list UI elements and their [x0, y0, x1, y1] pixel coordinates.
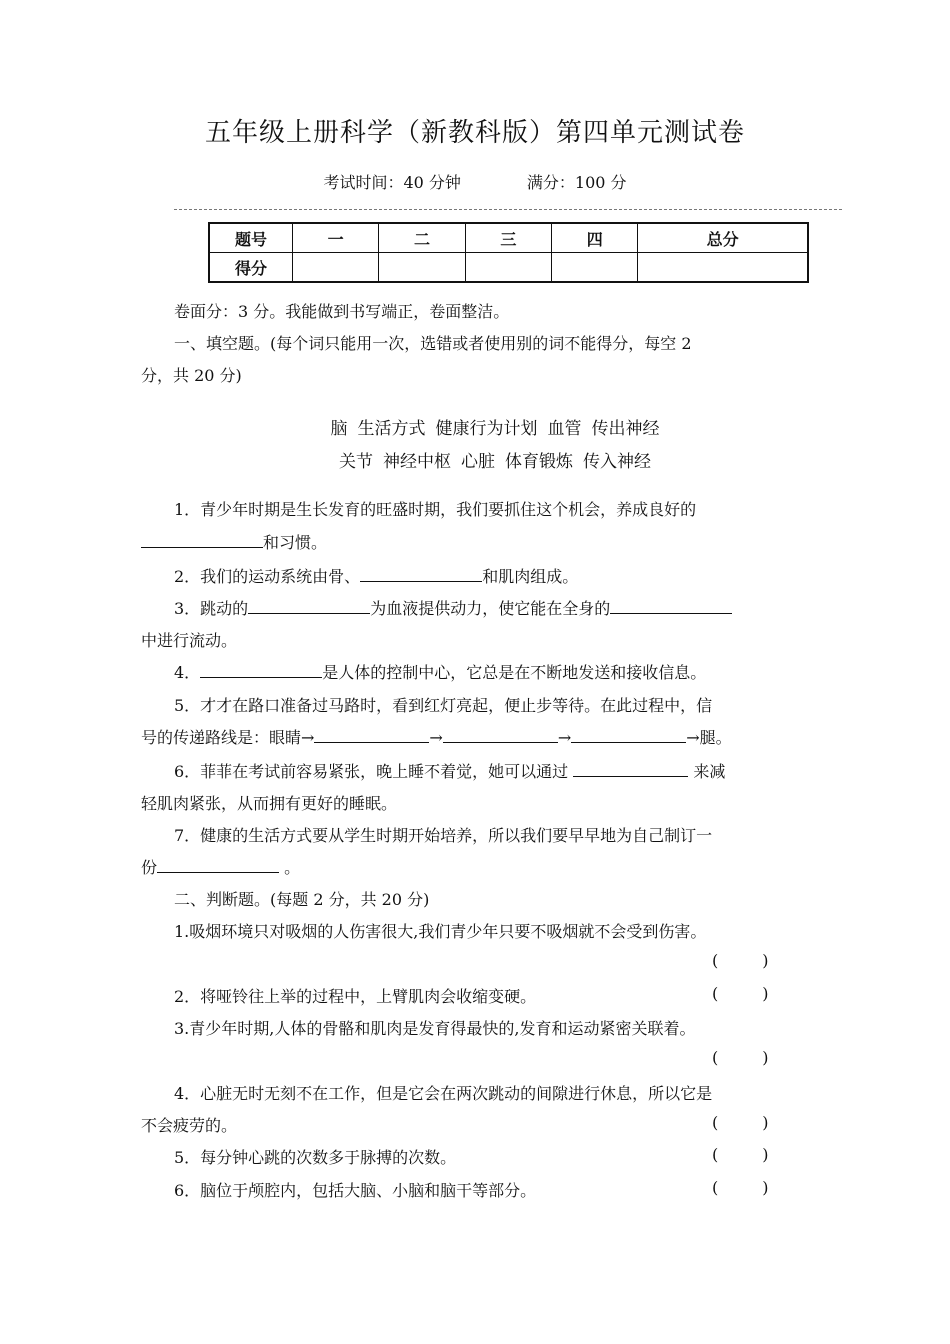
fill-question-6-cont: 轻肌肉紧张，从而拥有更好的睡眠。: [141, 794, 398, 813]
fill-question-7: 7．健康的生活方式要从学生时期开始培养，所以我们要早早地为自己制订一: [174, 826, 713, 845]
neatness-note: 卷面分：3 分。我能做到书写端正，卷面整洁。: [174, 302, 510, 321]
answer-blank[interactable]: [443, 727, 558, 743]
header-cell: 二: [379, 223, 465, 253]
header-cell: 总分: [638, 223, 808, 253]
word-bank-item: 体育锻炼: [505, 452, 573, 472]
score-table: [208, 222, 809, 283]
score-table-header-row: [209, 223, 808, 253]
question-text: 3．跳动的: [174, 599, 249, 618]
section1-heading-cont: 分，共 20 分): [141, 366, 242, 385]
word-bank-row: [0, 414, 950, 439]
question-text: 4．: [174, 663, 201, 682]
question-text: 为血液提供动力，使它能在全身的: [370, 599, 611, 618]
fill-question-3-cont: 中进行流动。: [141, 631, 238, 650]
word-bank-item: 健康行为计划: [435, 419, 538, 439]
fill-question-7-cont: [141, 855, 300, 878]
exam-info: [0, 170, 950, 193]
fill-question-4: [174, 660, 706, 683]
answer-blank[interactable]: [360, 566, 482, 582]
answer-blank[interactable]: [571, 727, 686, 743]
judge-question-2: 2．将哑铃往上举的过程中，上臂肌肉会收缩变硬。: [174, 987, 537, 1006]
header-cell: 一: [293, 223, 379, 253]
word-bank-item: 关节: [339, 452, 373, 472]
answer-parentheses[interactable]: ( ): [712, 1048, 769, 1067]
word-bank-item: 传入神经: [583, 452, 651, 472]
fill-question-2: [174, 564, 578, 587]
judge-question-3: 3.青少年时期,人体的骨骼和肌肉是发育得最快的,发育和运动紧密关联着。: [174, 1019, 696, 1038]
question-text: 和习惯。: [263, 533, 328, 552]
answer-parentheses[interactable]: ( ): [712, 1145, 769, 1164]
exam-time: 考试时间：40 分钟: [323, 173, 461, 192]
judge-question-5: 5．每分钟心跳的次数多于脉搏的次数。: [174, 1148, 457, 1167]
question-text: →腿。: [686, 728, 732, 747]
score-cell[interactable]: [552, 253, 638, 283]
word-bank-item: 脑: [330, 419, 348, 439]
judge-question-4: 4．心脏无时无刻不在工作，但是它会在两次跳动的间隙进行休息，所以它是: [174, 1084, 713, 1103]
answer-blank[interactable]: [141, 532, 263, 548]
page-title: 五年级上册科学（新教科版）第四单元测试卷: [204, 118, 745, 148]
score-cell[interactable]: [465, 253, 551, 283]
fill-question-1: 1．青少年时期是生长发育的旺盛时期，我们要抓住这个机会，养成良好的: [174, 500, 697, 519]
header-cell: 四: [552, 223, 638, 253]
question-text: 份: [141, 858, 158, 877]
full-score: 满分：100 分: [526, 173, 627, 192]
section1-heading: 一、填空题。(每个词只能用一次，选错或者使用别的词不能得分，每空 2: [174, 334, 692, 353]
question-text: 来减: [693, 762, 726, 781]
answer-parentheses[interactable]: ( ): [712, 951, 769, 970]
arrow: →: [557, 728, 572, 747]
answer-parentheses[interactable]: ( ): [712, 1178, 769, 1197]
judge-question-6: 6．脑位于颅腔内，包括大脑、小脑和脑干等部分。: [174, 1181, 537, 1200]
word-bank-item: 心脏: [461, 452, 495, 472]
answer-blank[interactable]: [157, 857, 279, 873]
judge-question-1: 1.吸烟环境只对吸烟的人伤害很大,我们青少年只要不吸烟就不会受到伤害。: [174, 922, 707, 941]
word-bank-row: [0, 447, 950, 472]
score-cell[interactable]: [379, 253, 465, 283]
answer-blank[interactable]: [248, 598, 370, 614]
question-text: 2．我们的运动系统由骨、: [174, 567, 361, 586]
fill-question-6: [174, 759, 725, 782]
arrow: →: [429, 728, 443, 747]
fill-question-5-cont: [141, 725, 732, 748]
answer-blank[interactable]: [314, 727, 429, 743]
question-text: 号的传递路线是：眼睛→: [141, 728, 315, 747]
question-text: 6．菲菲在考试前容易紧张，晚上睡不着觉，她可以通过: [174, 762, 569, 781]
word-bank-item: 血管: [547, 419, 582, 439]
answer-blank[interactable]: [200, 662, 322, 678]
score-cell[interactable]: [293, 253, 379, 283]
question-text: 。: [284, 858, 301, 877]
answer-parentheses[interactable]: ( ): [712, 984, 769, 1003]
fill-question-3: [174, 596, 732, 619]
answer-parentheses[interactable]: ( ): [712, 1113, 769, 1132]
word-bank-item: 生活方式: [357, 419, 426, 439]
word-bank-item: 神经中枢: [383, 452, 451, 472]
header-cell: 三: [465, 223, 551, 253]
answer-blank[interactable]: [573, 761, 688, 777]
fill-question-1-cont: [141, 530, 327, 553]
header-cell: 题号: [209, 223, 293, 253]
fill-question-5: 5．才才在路口准备过马路时，看到红灯亮起，便止步等待。在此过程中，信: [174, 696, 713, 715]
word-bank-item: 传出神经: [591, 419, 660, 439]
section2-heading: 二、判断题。(每题 2 分，共 20 分): [174, 890, 430, 909]
question-text: 是人体的控制中心，它总是在不断地发送和接收信息。: [322, 663, 707, 682]
divider-line: [174, 209, 842, 210]
row-label: 得分: [209, 253, 293, 283]
score-table-score-row: [209, 253, 808, 283]
score-cell[interactable]: [638, 253, 808, 283]
answer-blank[interactable]: [610, 598, 732, 614]
judge-question-4-cont: 不会疲劳的。: [141, 1116, 238, 1135]
question-text: 和肌肉组成。: [482, 567, 579, 586]
